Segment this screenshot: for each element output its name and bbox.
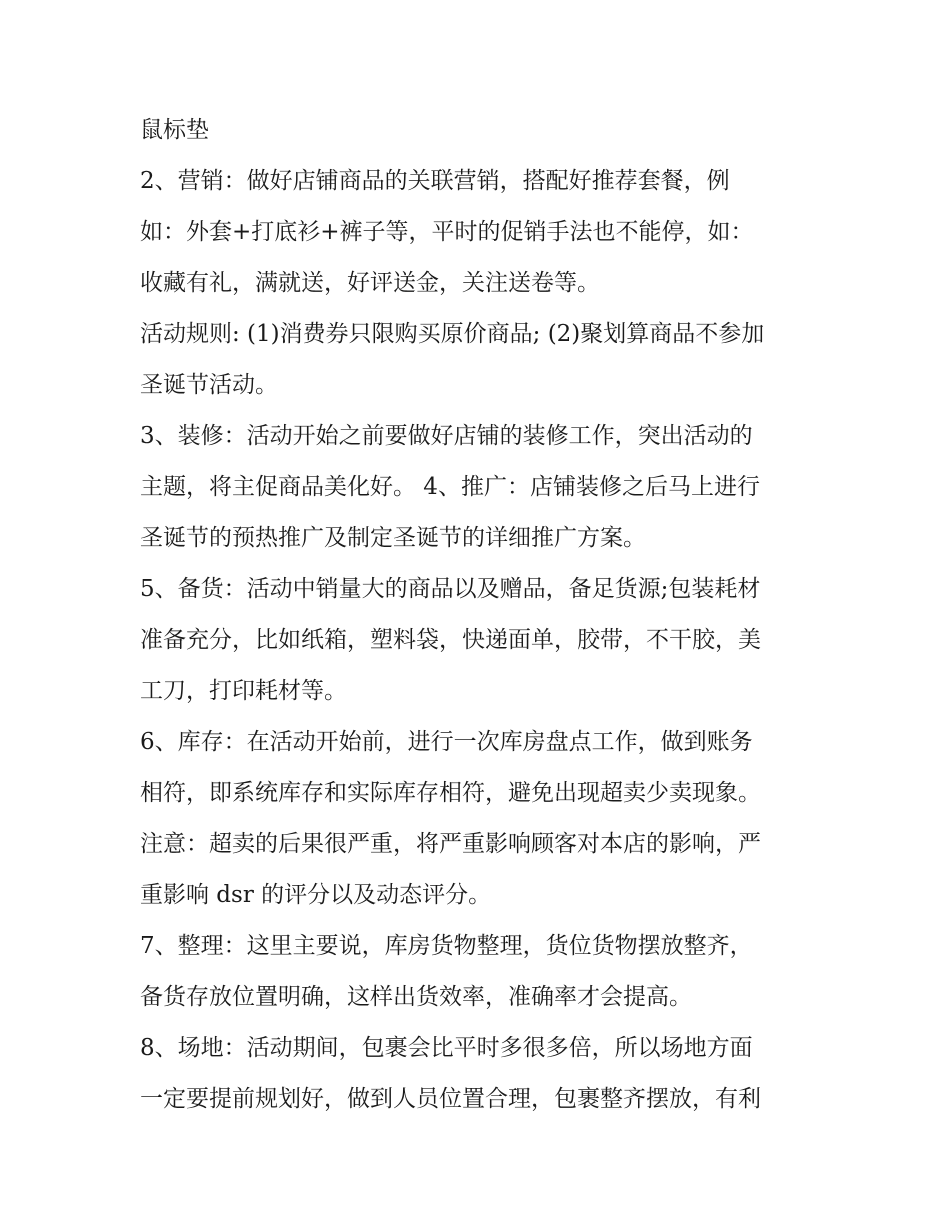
text-line: 如：外套+打底衫+裤子等，平时的促销手法也不能停，如：	[140, 219, 754, 245]
text-line: 活动规则: (1)消费券只限购买原价商品; (2)聚划算商品不参加	[140, 321, 765, 347]
document-page	[140, 112, 820, 1132]
text-line: 收藏有礼，满就送，好评送金，关注送卷等。	[140, 270, 600, 296]
text-line: 圣诞节活动。	[140, 372, 278, 398]
text-line: 5、备货：活动中销量大的商品以及赠品，备足货源;包装耗材	[140, 576, 761, 602]
text-line: 工刀，打印耗材等。	[140, 678, 347, 704]
text-line: 备货存放位置明确，这样出货效率，准确率才会提高。	[140, 984, 692, 1010]
text-line: 圣诞节的预热推广及制定圣诞节的详细推广方案。	[140, 525, 646, 551]
text-line: 主题，将主促商品美化好。 4、推广：店铺装修之后马上进行	[140, 474, 760, 500]
text-line: 7、整理：这里主要说，库房货物整理，货位货物摆放整齐，	[140, 933, 753, 959]
text-line: 重影响 dsr 的评分以及动态评分。	[140, 882, 492, 908]
text-line: 相符，即系统库存和实际库存相符，避免出现超卖少卖现象。	[140, 780, 761, 806]
text-line: 注意：超卖的后果很严重，将严重影响顾客对本店的影响，严	[140, 831, 761, 857]
text-line: 2、营销：做好店铺商品的关联营销，搭配好推荐套餐，例	[140, 168, 730, 194]
text-line: 3、装修：活动开始之前要做好店铺的装修工作，突出活动的	[140, 423, 753, 449]
text-line: 6、库存：在活动开始前，进行一次库房盘点工作，做到账务	[140, 729, 753, 755]
text-line: 8、场地：活动期间，包裹会比平时多很多倍，所以场地方面	[140, 1035, 753, 1061]
text-line: 一定要提前规划好，做到人员位置合理，包裹整齐摆放，有利	[140, 1086, 761, 1112]
text-line: 鼠标垫	[140, 117, 209, 143]
text-line: 准备充分，比如纸箱，塑料袋，快递面单，胶带，不干胶，美	[140, 627, 761, 653]
